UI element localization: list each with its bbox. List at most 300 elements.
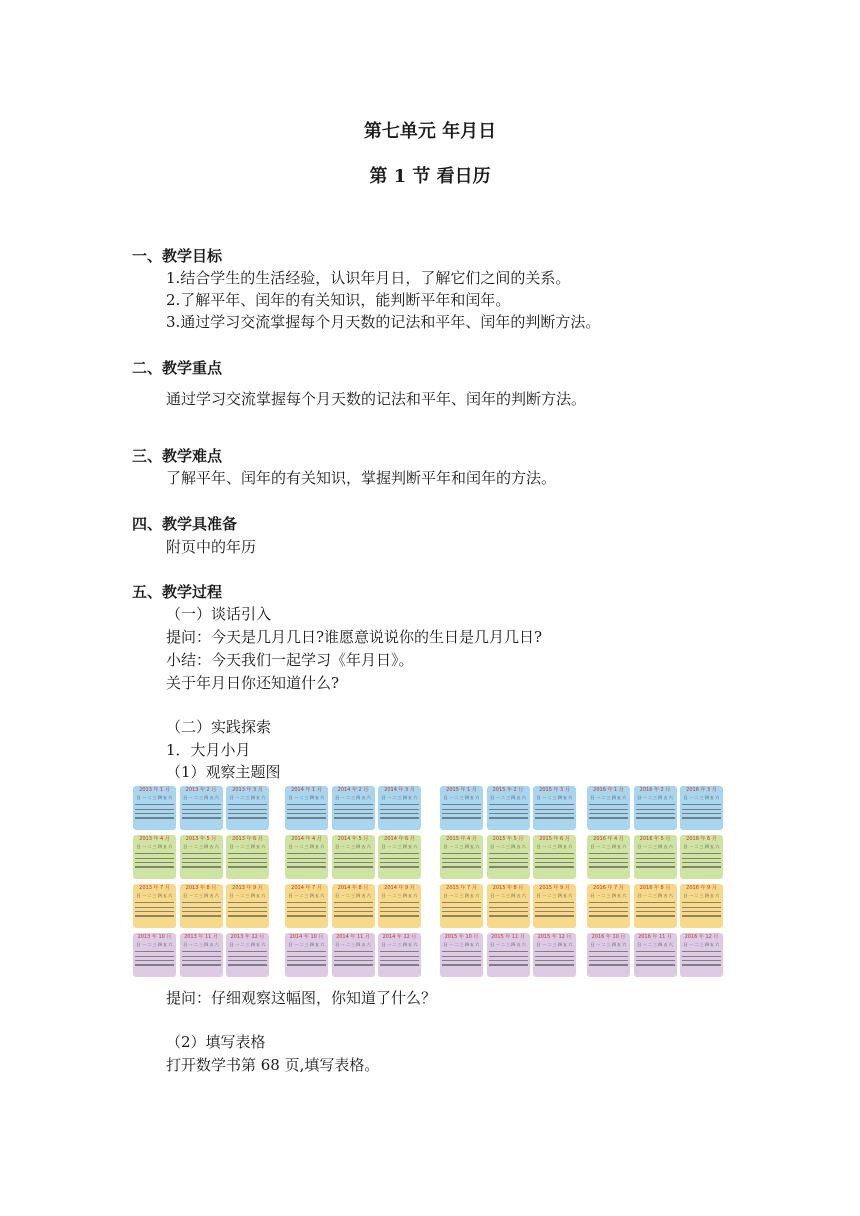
month-title: 2013 年 12 月 xyxy=(230,934,265,940)
day-grid xyxy=(634,902,677,916)
day-row xyxy=(682,907,721,908)
weekday-header: 日 一 二 三 四 五 六 xyxy=(335,893,371,898)
day-row xyxy=(380,853,419,854)
weekday-header: 日 一 二 三 四 五 六 xyxy=(136,942,173,947)
day-row xyxy=(442,862,481,863)
month-title: 2014 年 1 月 xyxy=(291,787,322,793)
month-title: 2014 年 4 月 xyxy=(291,836,322,842)
day-row xyxy=(682,964,721,965)
day-row xyxy=(535,866,574,867)
day-grid xyxy=(587,951,630,965)
day-row xyxy=(535,858,574,859)
day-row xyxy=(489,862,528,863)
day-grid xyxy=(634,951,677,965)
month-title: 2014 年 8 月 xyxy=(337,885,369,891)
day-row xyxy=(287,964,326,965)
day-row xyxy=(636,902,675,903)
day-row xyxy=(589,813,628,814)
day-row xyxy=(489,964,528,965)
day-row xyxy=(182,813,221,814)
day-grid xyxy=(133,853,176,867)
weekday-header: 日 一 二 三 四 五 六 xyxy=(683,844,720,849)
month-calendar xyxy=(533,933,576,977)
day-grid xyxy=(587,804,630,818)
day-row xyxy=(682,809,721,810)
month-calendar xyxy=(378,884,421,928)
month-title: 2015 年 8 月 xyxy=(492,885,524,891)
page-title: 第七单元 年月日 xyxy=(363,121,497,142)
day-row xyxy=(135,907,174,908)
month-title: 2016 年 9 月 xyxy=(686,885,717,891)
day-row xyxy=(489,853,528,854)
day-row xyxy=(334,804,373,805)
section-heading-goals: 一、教学目标 xyxy=(132,247,223,265)
day-row xyxy=(135,866,174,867)
day-row xyxy=(135,960,174,961)
weekday-header: 日 一 二 三 四 五 六 xyxy=(637,893,673,898)
day-grid xyxy=(440,804,483,818)
month-title: 2015 年 6 月 xyxy=(539,836,570,842)
weekday-header: 日 一 二 三 四 五 六 xyxy=(683,795,720,800)
day-grid xyxy=(285,951,328,965)
day-row xyxy=(636,964,675,965)
month-calendar xyxy=(680,933,723,977)
weekday-header: 日 一 二 三 四 五 六 xyxy=(381,893,418,898)
day-row xyxy=(182,907,221,908)
day-row xyxy=(589,862,628,863)
weekday-header: 日 一 二 三 四 五 六 xyxy=(381,795,418,800)
day-row xyxy=(228,960,267,961)
day-row xyxy=(535,809,574,810)
month-title: 2016 年 1 月 xyxy=(593,787,624,793)
day-row xyxy=(135,902,174,903)
day-row xyxy=(636,911,675,912)
day-row xyxy=(182,809,221,810)
year-calendar-2013 xyxy=(133,786,271,980)
day-grid xyxy=(440,853,483,867)
day-row xyxy=(535,915,574,916)
weekday-header: 日 一 二 三 四 五 六 xyxy=(335,844,371,849)
month-title: 2015 年 12 月 xyxy=(537,934,572,940)
day-row xyxy=(135,804,174,805)
weekday-header: 日 一 二 三 四 五 六 xyxy=(335,795,371,800)
month-calendar xyxy=(332,933,375,977)
day-grid xyxy=(285,804,328,818)
day-grid xyxy=(487,951,530,965)
day-row xyxy=(380,866,419,867)
day-row xyxy=(228,866,267,867)
day-row xyxy=(380,964,419,965)
weekday-header: 日 一 二 三 四 五 六 xyxy=(683,893,720,898)
day-grid xyxy=(133,951,176,965)
day-row xyxy=(636,858,675,859)
day-grid xyxy=(378,951,421,965)
day-row xyxy=(287,902,326,903)
day-row xyxy=(287,817,326,818)
day-row xyxy=(636,809,675,810)
month-title: 2014 年 10 月 xyxy=(289,934,324,940)
day-row xyxy=(489,911,528,912)
day-row xyxy=(535,964,574,965)
day-row xyxy=(636,862,675,863)
day-row xyxy=(380,915,419,916)
day-row xyxy=(135,813,174,814)
day-row xyxy=(228,964,267,965)
weekday-header: 日 一 二 三 四 五 六 xyxy=(288,844,325,849)
day-row xyxy=(334,915,373,916)
day-row xyxy=(489,956,528,957)
day-row xyxy=(135,862,174,863)
day-row xyxy=(589,902,628,903)
day-grid xyxy=(533,951,576,965)
day-row xyxy=(489,813,528,814)
day-row xyxy=(442,911,481,912)
day-grid xyxy=(332,902,375,916)
day-row xyxy=(636,866,675,867)
day-row xyxy=(535,911,574,912)
day-grid xyxy=(680,804,723,818)
month-title: 2016 年 5 月 xyxy=(639,836,671,842)
month-title: 2013 年 8 月 xyxy=(185,885,217,891)
day-row xyxy=(589,858,628,859)
day-row xyxy=(442,813,481,814)
subsection-fill-table: （2）填写表格 xyxy=(166,1033,266,1051)
day-row xyxy=(287,809,326,810)
day-row xyxy=(334,911,373,912)
month-calendar xyxy=(440,835,483,879)
weekday-header: 日 一 二 三 四 五 六 xyxy=(381,942,418,947)
month-calendar xyxy=(332,884,375,928)
difficulties-text: 了解平年、闰年的有关知识，掌握判断平年和闰年的方法。 xyxy=(166,469,557,487)
day-row xyxy=(636,853,675,854)
day-grid xyxy=(378,853,421,867)
day-row xyxy=(589,866,628,867)
month-calendar xyxy=(487,786,530,830)
weekday-header: 日 一 二 三 四 五 六 xyxy=(490,844,526,849)
day-row xyxy=(589,915,628,916)
month-title: 2013 年 10 月 xyxy=(137,934,172,940)
day-row xyxy=(589,960,628,961)
day-row xyxy=(182,862,221,863)
day-row xyxy=(535,951,574,952)
month-calendar xyxy=(285,835,328,879)
day-row xyxy=(535,862,574,863)
day-row xyxy=(489,817,528,818)
day-row xyxy=(589,964,628,965)
weekday-header: 日 一 二 三 四 五 六 xyxy=(637,795,673,800)
day-grid xyxy=(440,902,483,916)
day-row xyxy=(442,915,481,916)
weekday-header: 日 一 二 三 四 五 六 xyxy=(590,942,627,947)
weekday-header: 日 一 二 三 四 五 六 xyxy=(183,893,219,898)
day-row xyxy=(380,960,419,961)
day-row xyxy=(442,858,481,859)
year-calendar-2015 xyxy=(440,786,578,980)
day-row xyxy=(535,853,574,854)
month-calendar xyxy=(226,884,269,928)
page-subtitle: 第 1 节 看日历 xyxy=(369,166,491,187)
month-calendar xyxy=(587,933,630,977)
month-calendar xyxy=(378,835,421,879)
weekday-header: 日 一 二 三 四 五 六 xyxy=(288,942,325,947)
day-row xyxy=(334,862,373,863)
month-title: 2015 年 9 月 xyxy=(539,885,570,891)
day-row xyxy=(334,960,373,961)
day-row xyxy=(682,804,721,805)
month-title: 2013 年 6 月 xyxy=(232,836,263,842)
day-row xyxy=(682,911,721,912)
month-title: 2016 年 3 月 xyxy=(686,787,717,793)
month-calendar xyxy=(533,835,576,879)
month-title: 2013 年 5 月 xyxy=(185,836,217,842)
day-row xyxy=(334,853,373,854)
day-row xyxy=(489,951,528,952)
day-row xyxy=(442,902,481,903)
day-grid xyxy=(285,853,328,867)
day-row xyxy=(589,951,628,952)
day-row xyxy=(380,858,419,859)
weekday-header: 日 一 二 三 四 五 六 xyxy=(443,795,480,800)
day-row xyxy=(228,951,267,952)
month-title: 2013 年 1 月 xyxy=(139,787,170,793)
goal-item-3: 3.通过学习交流掌握每个月天数的记法和平年、闰年的判断方法。 xyxy=(166,313,601,331)
weekday-header: 日 一 二 三 四 五 六 xyxy=(443,893,480,898)
day-grid xyxy=(378,804,421,818)
weekday-header: 日 一 二 三 四 五 六 xyxy=(536,942,573,947)
day-row xyxy=(334,956,373,957)
day-row xyxy=(287,960,326,961)
day-row xyxy=(489,804,528,805)
day-row xyxy=(535,813,574,814)
day-row xyxy=(182,964,221,965)
goal-item-1: 1.结合学生的生活经验，认识年月日，了解它们之间的关系。 xyxy=(166,269,571,287)
day-grid xyxy=(587,902,630,916)
month-calendar xyxy=(440,884,483,928)
month-title: 2013 年 2 月 xyxy=(185,787,217,793)
day-row xyxy=(535,907,574,908)
day-row xyxy=(489,866,528,867)
day-row xyxy=(380,809,419,810)
month-calendar xyxy=(378,786,421,830)
day-grid xyxy=(226,951,269,965)
month-calendar xyxy=(587,835,630,879)
day-row xyxy=(489,858,528,859)
month-calendar xyxy=(487,835,530,879)
day-row xyxy=(380,956,419,957)
weekday-header: 日 一 二 三 四 五 六 xyxy=(229,942,266,947)
day-row xyxy=(535,804,574,805)
day-grid xyxy=(226,804,269,818)
month-calendar xyxy=(533,786,576,830)
month-title: 2016 年 6 月 xyxy=(686,836,717,842)
day-row xyxy=(636,956,675,957)
section-heading-process: 五、教学过程 xyxy=(132,583,223,601)
month-title: 2013 年 4 月 xyxy=(139,836,170,842)
month-calendar xyxy=(285,884,328,928)
month-calendar xyxy=(634,786,677,830)
month-calendar xyxy=(487,884,530,928)
weekday-header: 日 一 二 三 四 五 六 xyxy=(590,893,627,898)
day-row xyxy=(228,907,267,908)
day-row xyxy=(636,960,675,961)
month-calendar xyxy=(332,835,375,879)
day-row xyxy=(682,960,721,961)
day-row xyxy=(535,956,574,957)
month-calendar xyxy=(285,933,328,977)
day-row xyxy=(334,817,373,818)
weekday-header: 日 一 二 三 四 五 六 xyxy=(536,795,573,800)
month-title: 2014 年 7 月 xyxy=(291,885,322,891)
day-row xyxy=(442,809,481,810)
day-row xyxy=(228,804,267,805)
day-row xyxy=(682,813,721,814)
weekday-header: 日 一 二 三 四 五 六 xyxy=(335,942,371,947)
weekday-header: 日 一 二 三 四 五 六 xyxy=(536,844,573,849)
day-row xyxy=(182,866,221,867)
month-title: 2016 年 2 月 xyxy=(639,787,671,793)
day-row xyxy=(228,809,267,810)
day-row xyxy=(489,915,528,916)
day-row xyxy=(535,817,574,818)
key-points-text: 通过学习交流掌握每个月天数的记法和平年、闰年的判断方法。 xyxy=(166,390,587,408)
day-row xyxy=(682,915,721,916)
subsection-observe-image: （1）观察主题图 xyxy=(166,763,281,781)
fill-table-instruction: 打开数学书第 68 页,填写表格。 xyxy=(166,1056,380,1074)
day-row xyxy=(287,866,326,867)
month-calendar xyxy=(133,786,176,830)
day-row xyxy=(182,858,221,859)
day-row xyxy=(287,853,326,854)
weekday-header: 日 一 二 三 四 五 六 xyxy=(229,893,266,898)
month-calendar xyxy=(226,786,269,830)
day-row xyxy=(442,804,481,805)
month-title: 2015 年 4 月 xyxy=(446,836,477,842)
month-title: 2014 年 6 月 xyxy=(384,836,415,842)
weekday-header: 日 一 二 三 四 五 六 xyxy=(381,844,418,849)
day-row xyxy=(182,915,221,916)
day-row xyxy=(334,809,373,810)
day-row xyxy=(589,911,628,912)
day-grid xyxy=(180,804,223,818)
day-row xyxy=(380,902,419,903)
day-row xyxy=(442,956,481,957)
month-title: 2014 年 3 月 xyxy=(384,787,415,793)
day-row xyxy=(135,956,174,957)
month-calendar xyxy=(634,933,677,977)
day-row xyxy=(287,956,326,957)
day-row xyxy=(135,964,174,965)
day-row xyxy=(489,809,528,810)
day-grid xyxy=(180,853,223,867)
weekday-header: 日 一 二 三 四 五 六 xyxy=(443,844,480,849)
day-row xyxy=(135,951,174,952)
day-grid xyxy=(680,853,723,867)
month-title: 2015 年 2 月 xyxy=(492,787,524,793)
month-calendar xyxy=(226,835,269,879)
day-grid xyxy=(533,853,576,867)
day-row xyxy=(228,902,267,903)
day-row xyxy=(442,960,481,961)
day-row xyxy=(380,951,419,952)
month-title: 2013 年 3 月 xyxy=(232,787,263,793)
day-row xyxy=(182,960,221,961)
process-part-2-heading: （二）实践探索 xyxy=(166,718,272,736)
day-row xyxy=(182,956,221,957)
day-row xyxy=(682,862,721,863)
day-row xyxy=(442,951,481,952)
day-row xyxy=(682,858,721,859)
day-row xyxy=(682,866,721,867)
day-row xyxy=(135,817,174,818)
day-row xyxy=(489,960,528,961)
day-row xyxy=(182,911,221,912)
day-row xyxy=(380,817,419,818)
day-grid xyxy=(332,853,375,867)
day-row xyxy=(380,911,419,912)
process-part-1-heading: （一）谈话引入 xyxy=(166,605,272,623)
day-row xyxy=(589,804,628,805)
day-grid xyxy=(226,902,269,916)
day-row xyxy=(682,853,721,854)
day-row xyxy=(135,911,174,912)
day-grid xyxy=(487,804,530,818)
process-follow-up: 关于年月日你还知道什么? xyxy=(166,674,340,692)
day-row xyxy=(135,915,174,916)
day-grid xyxy=(634,853,677,867)
day-row xyxy=(334,902,373,903)
month-calendar xyxy=(680,835,723,879)
month-title: 2013 年 7 月 xyxy=(139,885,170,891)
month-calendar xyxy=(440,786,483,830)
day-row xyxy=(182,817,221,818)
day-row xyxy=(287,951,326,952)
day-row xyxy=(182,853,221,854)
weekday-header: 日 一 二 三 四 五 六 xyxy=(443,942,480,947)
weekday-header: 日 一 二 三 四 五 六 xyxy=(288,795,325,800)
month-calendar xyxy=(487,933,530,977)
day-grid xyxy=(332,804,375,818)
day-grid xyxy=(332,951,375,965)
day-grid xyxy=(180,951,223,965)
day-row xyxy=(682,956,721,957)
day-grid xyxy=(533,902,576,916)
day-row xyxy=(442,964,481,965)
day-row xyxy=(589,853,628,854)
day-row xyxy=(228,853,267,854)
day-row xyxy=(228,911,267,912)
subsection-big-small-months: 1．大月小月 xyxy=(166,741,251,759)
day-row xyxy=(636,907,675,908)
year-calendar-2016 xyxy=(587,786,725,980)
day-row xyxy=(228,862,267,863)
day-row xyxy=(442,817,481,818)
day-row xyxy=(682,951,721,952)
day-row xyxy=(287,911,326,912)
day-row xyxy=(442,866,481,867)
weekday-header: 日 一 二 三 四 五 六 xyxy=(229,844,266,849)
day-row xyxy=(636,813,675,814)
weekday-header: 日 一 二 三 四 五 六 xyxy=(490,942,526,947)
process-summary: 小结：今天我们一起学习《年月日》。 xyxy=(166,651,414,669)
month-calendar xyxy=(180,884,223,928)
month-title: 2014 年 9 月 xyxy=(384,885,415,891)
weekday-header: 日 一 二 三 四 五 六 xyxy=(136,893,173,898)
month-title: 2016 年 8 月 xyxy=(639,885,671,891)
weekday-header: 日 一 二 三 四 五 六 xyxy=(136,844,173,849)
day-row xyxy=(135,853,174,854)
month-title: 2015 年 1 月 xyxy=(446,787,477,793)
month-title: 2016 年 4 月 xyxy=(593,836,624,842)
